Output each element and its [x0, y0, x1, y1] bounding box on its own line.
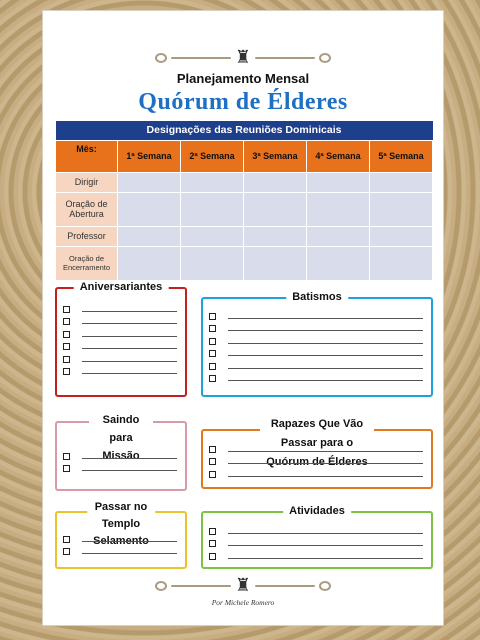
write-line[interactable]	[82, 323, 177, 324]
write-line[interactable]	[82, 311, 177, 312]
week-header: 5ª Semana	[370, 140, 433, 172]
assignment-cell[interactable]	[370, 226, 433, 246]
row-label: Professor	[56, 226, 118, 246]
checklist-item	[63, 351, 177, 364]
author-credit: Por Michele Romero	[211, 598, 275, 607]
assignment-cell[interactable]	[181, 226, 244, 246]
checklist-item	[63, 531, 177, 544]
temple-box	[55, 501, 187, 569]
table-title: Designações das Reuniões Dominicais	[56, 121, 433, 140]
checklist-item	[209, 454, 423, 467]
box-title: Passar no Templo Selamento	[87, 499, 155, 550]
bottom-ornament	[43, 577, 443, 595]
checklist-item	[209, 321, 423, 334]
assignment-cell[interactable]	[307, 192, 370, 226]
week-header: 1ª Semana	[118, 140, 181, 172]
checkbox[interactable]	[63, 306, 70, 313]
checklist-item	[209, 536, 423, 549]
checklist-item	[63, 544, 177, 557]
write-line[interactable]	[228, 533, 423, 534]
write-line[interactable]	[228, 355, 423, 356]
subtitle: Planejamento Mensal	[176, 71, 310, 86]
row-label: Dirigir	[56, 172, 118, 192]
assignment-cell[interactable]	[307, 226, 370, 246]
checkbox[interactable]	[63, 465, 70, 472]
write-line[interactable]	[228, 318, 423, 319]
young-men-box	[201, 418, 433, 489]
swirl-icon	[319, 581, 331, 591]
top-ornament	[43, 49, 443, 67]
write-line[interactable]	[82, 361, 177, 362]
checkbox[interactable]	[63, 368, 70, 375]
write-line[interactable]	[228, 451, 423, 452]
checklist-item	[63, 364, 177, 377]
box-title: Atividades	[283, 504, 351, 519]
activities-box	[201, 505, 433, 569]
write-line[interactable]	[82, 541, 177, 542]
checkbox[interactable]	[63, 343, 70, 350]
temple-ornament-icon: ♜	[234, 47, 252, 68]
checkbox[interactable]	[209, 350, 216, 357]
write-line[interactable]	[82, 373, 177, 374]
swirl-icon	[155, 581, 167, 591]
box-title: Rapazes Que Vão Passar para o Quórum de Élderes	[260, 415, 374, 472]
checklist-item	[209, 371, 423, 384]
baptisms-box	[201, 291, 433, 397]
checkbox[interactable]	[209, 458, 216, 465]
assignment-cell[interactable]	[118, 246, 181, 280]
assignment-cell[interactable]	[370, 246, 433, 280]
checklist-item	[63, 326, 177, 339]
checklist-item	[209, 346, 423, 359]
write-line[interactable]	[228, 545, 423, 546]
row-label: Oração de Encerramento	[56, 246, 118, 280]
assignment-cell[interactable]	[118, 172, 181, 192]
checkbox[interactable]	[63, 548, 70, 555]
box-title: Aniversariantes	[74, 280, 169, 295]
checklist-item	[209, 548, 423, 561]
checklist-item	[209, 523, 423, 536]
assignment-cell[interactable]	[118, 226, 181, 246]
checklist-item	[209, 308, 423, 321]
checkbox[interactable]	[63, 356, 70, 363]
assignment-cell[interactable]	[181, 246, 244, 280]
checklist-item	[209, 466, 423, 479]
checklist-item	[63, 314, 177, 327]
assignment-cell[interactable]	[181, 172, 244, 192]
checkbox[interactable]	[209, 528, 216, 535]
ornament-line	[171, 57, 231, 59]
mission-box	[55, 414, 187, 491]
checklist-item	[63, 339, 177, 352]
checklist-item	[63, 461, 177, 474]
page-title: Quórum de Élderes	[138, 89, 348, 115]
assignment-cell[interactable]	[118, 192, 181, 226]
checkbox[interactable]	[63, 536, 70, 543]
write-line[interactable]	[82, 553, 177, 554]
planner-sheet	[42, 10, 444, 626]
checklist-item	[209, 358, 423, 371]
write-line[interactable]	[82, 348, 177, 349]
row-label: Oração de Abertura	[56, 192, 118, 226]
birthdays-box	[55, 281, 187, 397]
write-line[interactable]	[82, 336, 177, 337]
temple-ornament-icon: ♜	[234, 575, 252, 596]
checklist-item	[63, 448, 177, 461]
write-line[interactable]	[228, 368, 423, 369]
checkbox[interactable]	[209, 471, 216, 478]
assignment-cell[interactable]	[244, 246, 307, 280]
checklist-item	[63, 301, 177, 314]
checkbox[interactable]	[209, 375, 216, 382]
assignment-cell[interactable]	[370, 192, 433, 226]
checkbox[interactable]	[209, 363, 216, 370]
box-title: Saindo para Missão	[89, 411, 153, 465]
assignment-cell[interactable]	[244, 226, 307, 246]
write-line[interactable]	[82, 458, 177, 459]
write-line[interactable]	[228, 343, 423, 344]
assignment-cell[interactable]	[244, 172, 307, 192]
swirl-icon	[155, 53, 167, 63]
checkbox[interactable]	[209, 313, 216, 320]
write-line[interactable]	[228, 330, 423, 331]
checkbox[interactable]	[209, 338, 216, 345]
write-line[interactable]	[228, 476, 423, 477]
checklist-item	[209, 441, 423, 454]
checkbox[interactable]	[209, 446, 216, 453]
checkbox[interactable]	[209, 553, 216, 560]
write-line[interactable]	[82, 470, 177, 471]
month-label: Mês:	[56, 140, 118, 172]
checkbox[interactable]	[63, 318, 70, 325]
assignment-cell[interactable]	[244, 192, 307, 226]
checkbox[interactable]	[63, 331, 70, 338]
swirl-icon	[319, 53, 331, 63]
checklist-item	[209, 333, 423, 346]
write-line[interactable]	[228, 380, 423, 381]
write-line[interactable]	[228, 558, 423, 559]
box-title: Batismos	[286, 290, 348, 305]
assignment-cell[interactable]	[307, 172, 370, 192]
assignment-cell[interactable]	[181, 192, 244, 226]
assignments-table	[55, 121, 433, 281]
ornament-line	[171, 585, 231, 587]
ornament-line	[255, 585, 315, 587]
checkbox[interactable]	[209, 325, 216, 332]
checkbox[interactable]	[209, 540, 216, 547]
week-header: 2ª Semana	[181, 140, 244, 172]
assignment-cell[interactable]	[307, 246, 370, 280]
week-header: 3ª Semana	[244, 140, 307, 172]
checkbox[interactable]	[63, 453, 70, 460]
assignment-cell[interactable]	[370, 172, 433, 192]
week-header: 4ª Semana	[307, 140, 370, 172]
write-line[interactable]	[228, 463, 423, 464]
ornament-line	[255, 57, 315, 59]
